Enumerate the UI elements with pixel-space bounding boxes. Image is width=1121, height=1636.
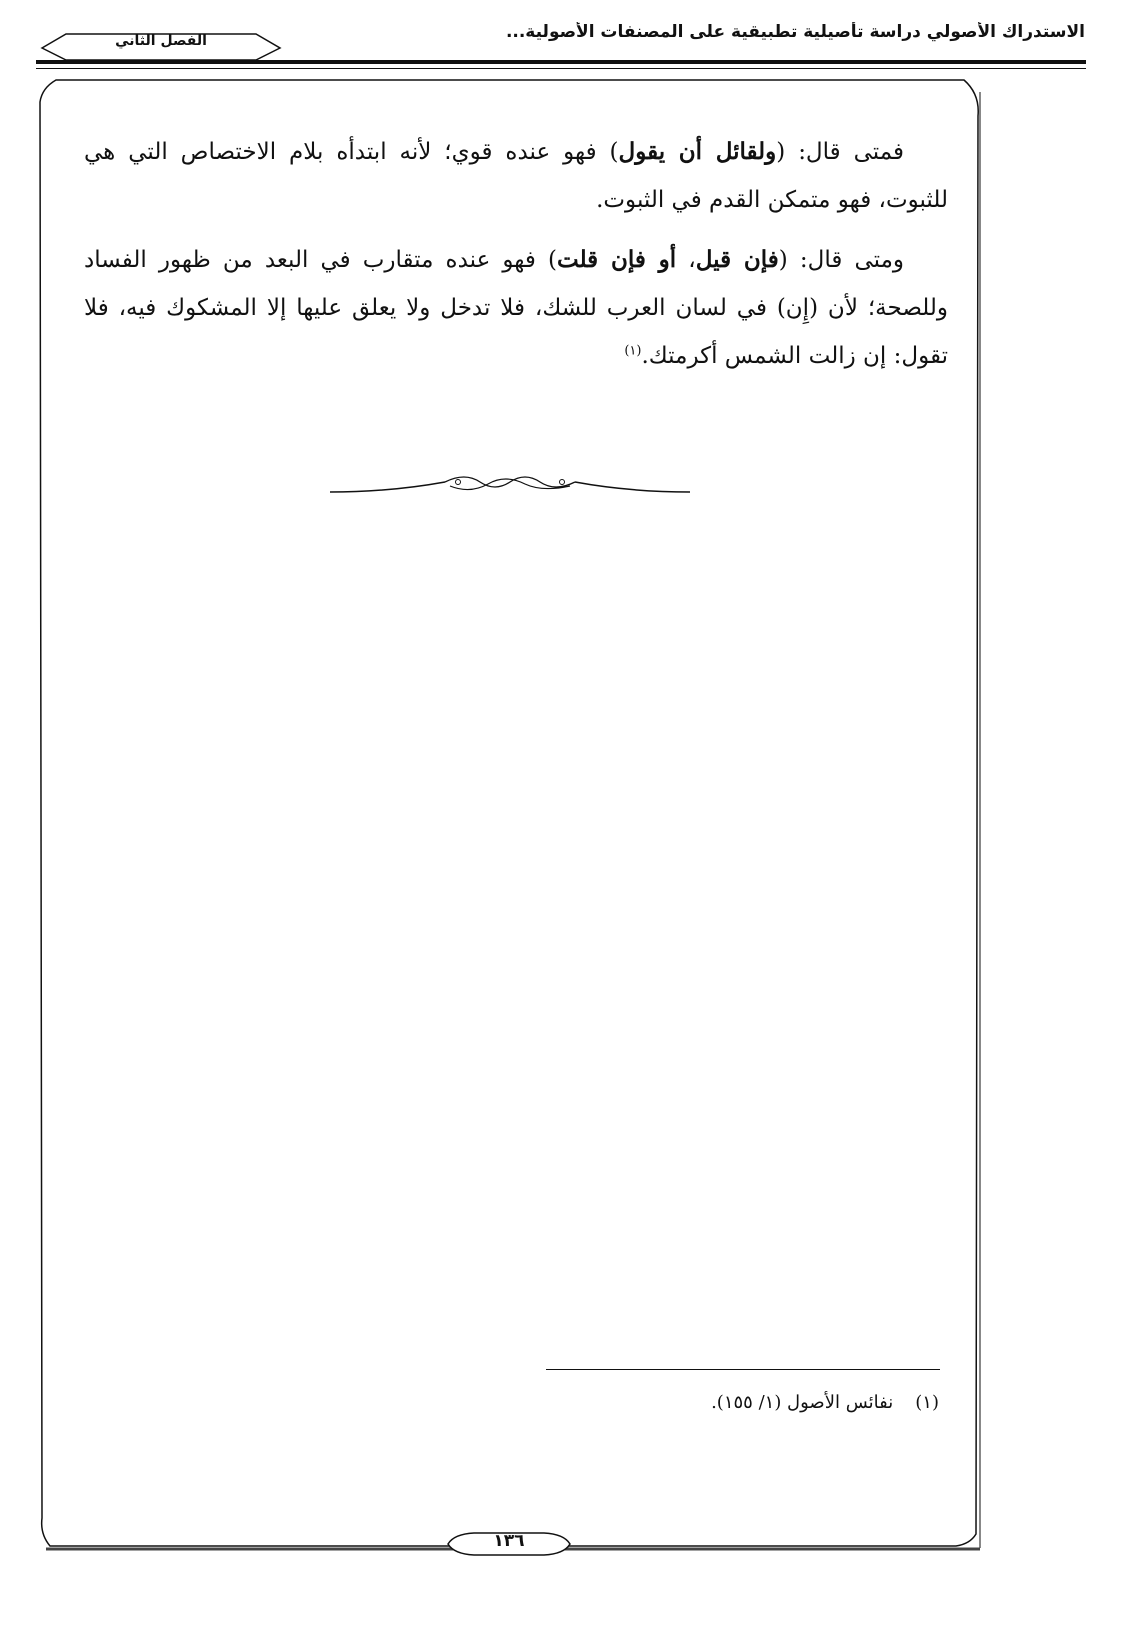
running-header-title: الاستدراك الأصولي دراسة تأصيلية تطبيقية على المصنفات الأصولية... [505,22,1085,42]
p1-intro: فمتى قال: ( [776,139,904,165]
chapter-tab [36,28,286,62]
footnote-separator [546,1369,940,1370]
p1-rest: ) فهو عنده قوي؛ لأنه ابتدأه بلام الاختصاص التي هي للثبوت، فهو متمكن القدم في الثبوت. [84,139,948,213]
footnote-text: نفائس الأصول (١/ ١٥٥). [711,1392,894,1413]
p2-separator: ، [676,247,696,273]
p2-rest: ) فهو عنده متقارب في البعد من ظهور الفساد وللصحة؛ لأن (إِن) في لسان العرب للشك، فلا تدخل ولا يعلق عليها إلا المشكوك فيه، فلا تقول: إن زالت الشمس أكرمتك. [84,247,948,369]
header-rule-thick [36,60,1086,64]
body-text [84,128,948,392]
chapter-label: الفصل الثاني [115,33,207,49]
p2-bold-term-2: أو فإن قلت [556,246,677,273]
p2-intro: ومتى قال: ( [778,247,904,273]
ornament-divider [330,470,690,510]
footnote-reference[interactable]: (١) [624,343,642,359]
paragraph-1 [84,128,948,224]
footnote-number: (١) [915,1392,939,1413]
p2-bold-term-1: فإن قيل [695,246,779,273]
header-rule-thin [36,68,1086,69]
page-number-box [444,1528,574,1558]
p1-bold-term: ولقائل أن يقول [618,138,777,165]
paragraph-2 [84,236,948,380]
page-number: ١٣٦ [493,1531,525,1551]
footnote-1 [439,1392,939,1413]
